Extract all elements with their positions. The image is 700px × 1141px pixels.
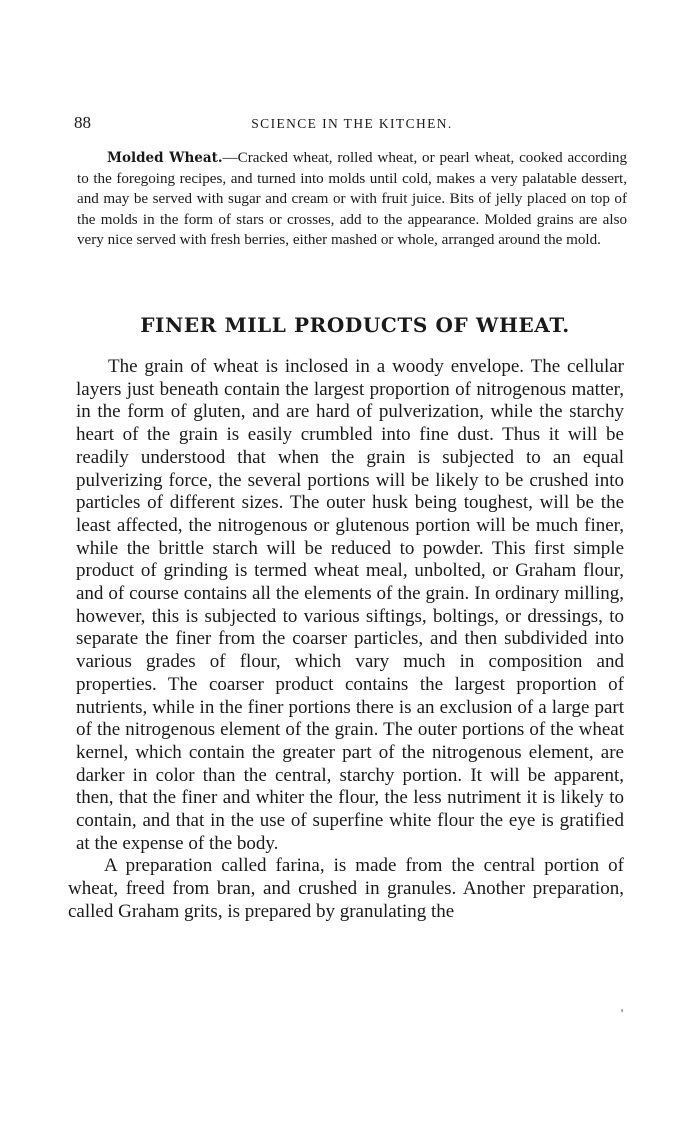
body-paragraph-2: A preparation called farina, is made from the central portion of wheat, freed from bran, and crushed in granules. Another preparation, called Graham grits, is prepared by granulating the [68,855,624,922]
molded-wheat-paragraph [77,148,627,251]
section-heading: FINER MILL PRODUCTS OF WHEAT. [140,313,570,337]
section-body [68,356,624,924]
molded-wheat-text: —Cracked wheat, rolled wheat, or pearl wheat, cooked according to the foregoing recipes, and turned into molds until cold, makes a very palatable dessert, and may be served with sugar and cream or with fruit juice. Bits of jelly placed on top of the molds in the form of stars or crosses, add to the appearance. Molded grains are also very nice served with fresh berries, either mashed or whole, arranged around the mold. [77,150,627,248]
body-paragraph-1: The grain of wheat is inclosed in a woody envelope. The cellular layers just beneath contain the largest proportion of nitrogenous matter, in the form of gluten, and are hard of pulverization, while the starchy heart of the grain is easily crumbled into fine dust. Thus it will be readily understood that when the grain is subjected to an equal pulverizing force, the several portions will be likely to be crushed into particles of different sizes. The outer husk being toughest, will be the least affected, the nitrogenous or glutenous portion will be much finer, while the brittle starch will be reduced to powder. This first simple product of grinding is termed wheat meal, unbolted, or Graham flour, and of course contains all the elements of the grain. In ordinary milling, however, this is subjected to various siftings, boltings, or dressings, to separate the finer from the coarser particles, and then subdivided into various grades of flour, which vary much in composition and properties. The coarser product contains the largest proportion of nutrients, while in the finer portions there is an exclusion of a large part of the nitrogenous element of the grain. The outer portions of the wheat kernel, which contain the greater part of the nitrogenous element, are darker in color than the central, starchy portion. It will be apparent, then, that the finer and whiter the flour, the less nutriment it is likely to contain, and that in the use of superfine white flour the eye is gratified at the expense of the body. [76,356,624,854]
molded-wheat-title: Molded Wheat. [107,150,223,166]
page-number: 88 [74,113,91,132]
running-title: SCIENCE IN THE KITCHEN. [251,116,453,131]
stray-mark: ' [621,1006,624,1020]
